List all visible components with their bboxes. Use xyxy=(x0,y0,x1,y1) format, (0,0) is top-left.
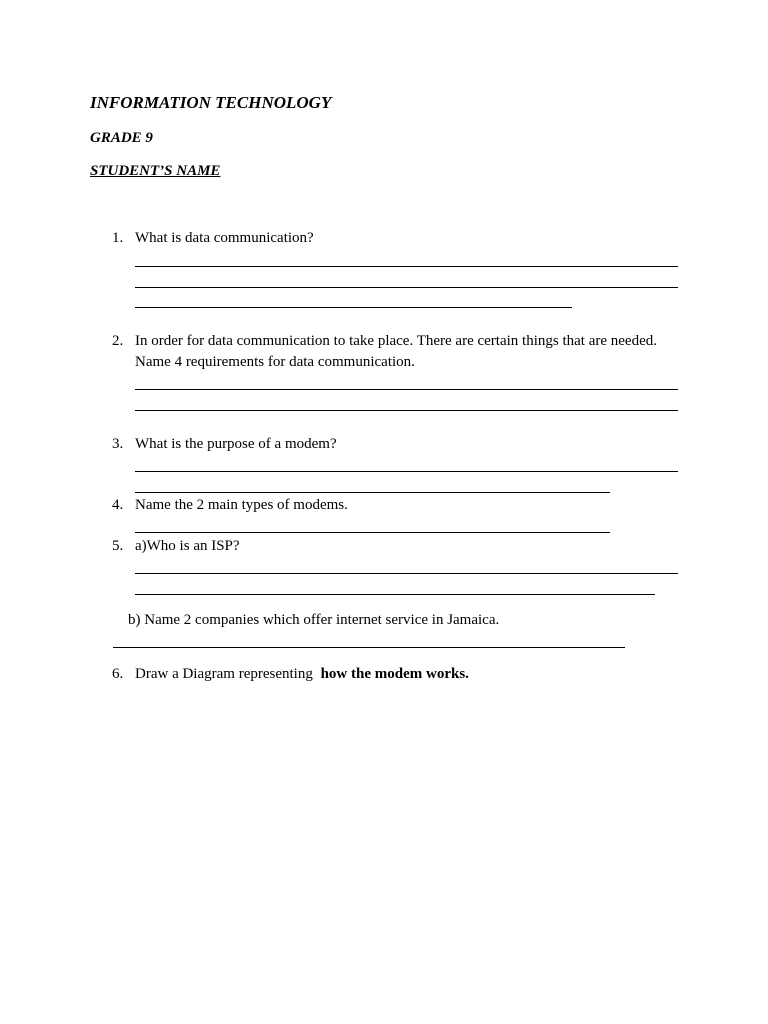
question-2-number: 2. xyxy=(112,333,124,349)
question-6-number: 6. xyxy=(112,666,124,682)
student-name-label: STUDENT’S NAME xyxy=(90,163,221,179)
question-2-text: In order for data communication to take place. There are certain things that are needed. xyxy=(135,333,657,349)
question-6-text-bold: how the modem works. xyxy=(320,666,469,682)
answer-line xyxy=(135,307,572,308)
answer-line xyxy=(135,532,610,533)
answer-line xyxy=(135,287,678,288)
answer-line xyxy=(135,266,678,267)
question-4-text: Name the 2 main types of modems. xyxy=(135,497,348,513)
question-4-number: 4. xyxy=(112,497,124,513)
question-5a-text: a)Who is an ISP? xyxy=(135,538,240,554)
grade-label: GRADE 9 xyxy=(90,130,153,146)
question-1-number: 1. xyxy=(112,230,124,246)
question-3-number: 3. xyxy=(112,436,124,452)
answer-line xyxy=(135,573,678,574)
answer-line xyxy=(135,492,610,493)
question-5b-text: b) Name 2 companies which offer internet service in Jamaica. xyxy=(128,612,500,628)
answer-line xyxy=(135,594,655,595)
question-1-text: What is data communication? xyxy=(135,230,314,246)
worksheet-title: INFORMATION TECHNOLOGY xyxy=(90,93,332,112)
answer-line xyxy=(135,389,678,390)
question-2-text-line2: Name 4 requirements for data communication. xyxy=(135,354,415,370)
answer-line xyxy=(135,410,678,411)
answer-line xyxy=(135,471,678,472)
question-6-text-regular: Draw a Diagram representing xyxy=(135,666,313,682)
answer-line xyxy=(113,647,625,648)
question-6-text xyxy=(135,666,469,683)
question-5-number: 5. xyxy=(112,538,124,554)
question-3-text: What is the purpose of a modem? xyxy=(135,436,337,452)
